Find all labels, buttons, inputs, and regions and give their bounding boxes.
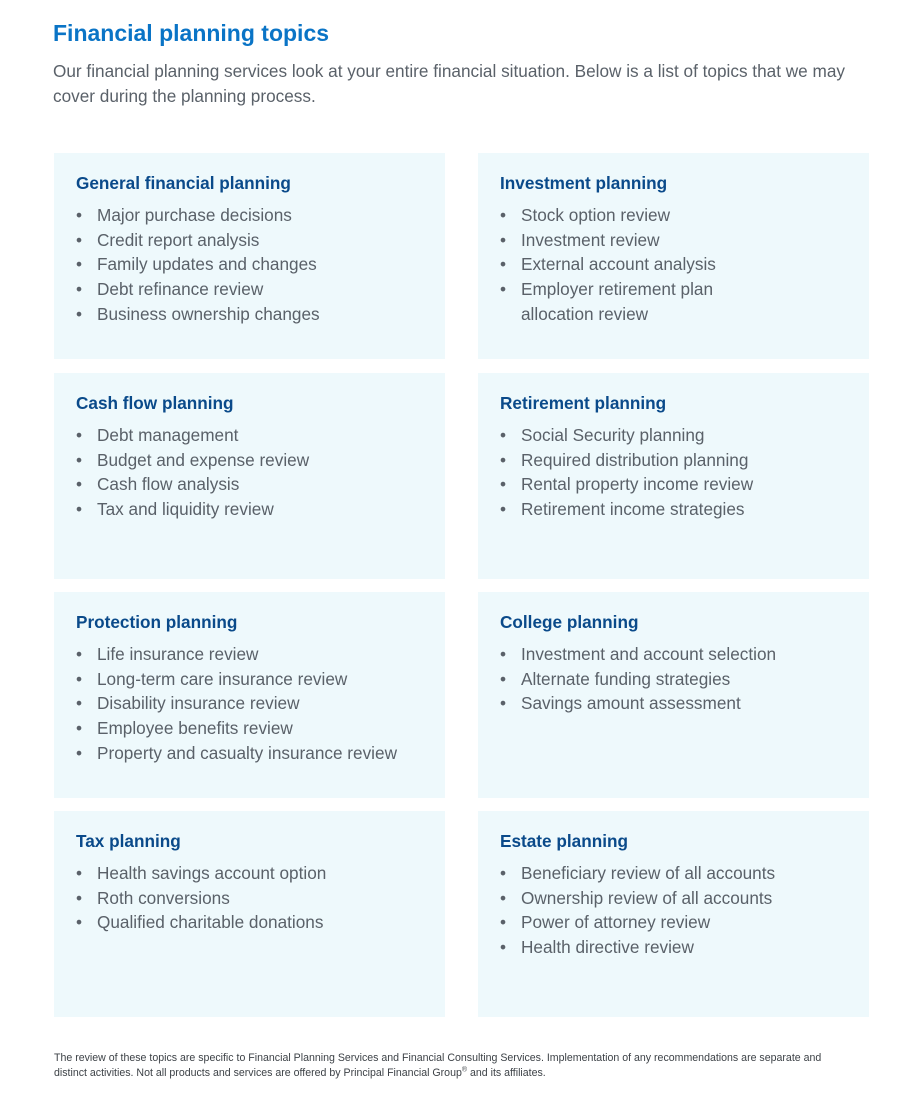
list-item-text: Tax and liquidity review	[97, 499, 274, 520]
list-item-text: Required distribution planning	[521, 449, 749, 470]
bullet-icon: •	[500, 499, 507, 520]
topic-list	[76, 423, 435, 522]
bullet-icon: •	[500, 937, 507, 958]
topic-card-college-planning	[478, 592, 869, 798]
list-item-text: Rental property income review	[521, 474, 754, 495]
bullet-icon: •	[76, 668, 83, 689]
list-item-text: Roth conversions	[97, 887, 230, 908]
list-item-text: Cash flow analysis	[97, 474, 240, 495]
topic-list	[76, 642, 435, 766]
list-item-text: Stock option review	[521, 205, 671, 225]
list-item	[76, 886, 435, 911]
page-title: Financial planning topics	[53, 20, 330, 46]
list-item-text: Business ownership changes	[97, 303, 320, 324]
bullet-icon: •	[76, 205, 83, 225]
bullet-icon: •	[76, 718, 83, 739]
list-item	[76, 302, 435, 327]
list-item-text: Qualified charitable donations	[97, 912, 324, 933]
list-item	[500, 642, 859, 667]
list-item-text: Debt refinance review	[97, 279, 264, 300]
bullet-icon: •	[76, 229, 83, 250]
list-item-text: Debt management	[97, 425, 239, 445]
list-item	[76, 497, 435, 522]
bullet-icon: •	[76, 887, 83, 908]
bullet-icon: •	[76, 474, 83, 495]
topic-card-title: Cash flow planning	[76, 393, 234, 413]
bullet-icon: •	[500, 644, 507, 664]
topic-card-title: Tax planning	[76, 831, 181, 851]
list-item	[76, 667, 435, 692]
list-item	[76, 716, 435, 741]
bullet-icon: •	[76, 279, 83, 300]
list-item-text: Major purchase decisions	[97, 205, 292, 225]
topic-card-title: Protection planning	[76, 612, 238, 632]
bullet-icon: •	[500, 229, 507, 250]
list-item	[500, 935, 859, 960]
footnote-text-end: and its affiliates.	[467, 1066, 546, 1079]
topic-card-title: Investment planning	[500, 173, 668, 193]
list-item	[500, 861, 859, 886]
list-item-text: Health directive review	[521, 937, 694, 958]
list-item	[76, 910, 435, 935]
list-item-text: Employer retirement plan allocation review	[521, 279, 714, 324]
list-item-text: Property and casualty insurance review	[97, 742, 397, 763]
bullet-icon: •	[500, 279, 507, 300]
list-item-text: Alternate funding strategies	[521, 668, 731, 689]
list-item-text: Ownership review of all accounts	[521, 887, 773, 908]
list-item	[76, 203, 435, 228]
bullet-icon: •	[76, 303, 83, 324]
list-item	[76, 228, 435, 253]
bullet-icon: •	[76, 912, 83, 933]
list-item-text: Retirement income strategies	[521, 499, 745, 520]
bullet-icon: •	[500, 693, 507, 714]
list-item-text: Budget and expense review	[97, 449, 310, 470]
bullet-icon: •	[76, 449, 83, 470]
list-item-text: Life insurance review	[97, 644, 259, 664]
list-item-text: Investment review	[521, 229, 660, 250]
list-item-text: Power of attorney review	[521, 912, 711, 933]
bullet-icon: •	[500, 449, 507, 470]
list-item-text: Employee benefits review	[97, 718, 293, 739]
list-item-text: Beneficiary review of all accounts	[521, 863, 776, 883]
list-item	[500, 886, 859, 911]
bullet-icon: •	[76, 254, 83, 275]
list-item	[76, 741, 435, 766]
list-item-text: Long-term care insurance review	[97, 668, 348, 689]
list-item	[500, 448, 859, 473]
list-item	[500, 497, 859, 522]
list-item	[500, 423, 859, 448]
list-item	[500, 252, 859, 277]
list-item-text: Credit report analysis	[97, 229, 260, 250]
bullet-icon: •	[500, 887, 507, 908]
list-item	[76, 472, 435, 497]
topic-card-general-financial-planning	[54, 153, 445, 359]
bullet-icon: •	[76, 644, 83, 664]
bullet-icon: •	[500, 668, 507, 689]
bullet-icon: •	[500, 254, 507, 275]
list-item-text: Social Security planning	[521, 425, 705, 445]
footnote-text: The review of these topics are specific to Financial Planning Services and Financial Consulting Services. Implementation of any recommendations are separate and distinct activities. Not all products and services are offered by Principal Financial Group	[54, 1052, 822, 1079]
bullet-icon: •	[500, 863, 507, 883]
topic-card-title: Estate planning	[500, 831, 628, 851]
list-item	[76, 277, 435, 302]
topic-list	[500, 861, 859, 960]
list-item	[500, 910, 859, 935]
list-item	[500, 691, 859, 716]
topic-card-investment-planning	[478, 153, 869, 359]
bullet-icon: •	[76, 425, 83, 445]
topic-card-estate-planning	[478, 811, 869, 1017]
topic-card-title: Retirement planning	[500, 393, 667, 413]
bullet-icon: •	[500, 474, 507, 495]
topic-card-tax-planning	[54, 811, 445, 1017]
topic-list	[500, 203, 859, 327]
list-item-text: Family updates and changes	[97, 254, 317, 275]
topic-list	[76, 203, 435, 327]
bullet-icon: •	[76, 499, 83, 520]
list-item-text: Disability insurance review	[97, 693, 300, 714]
list-item	[76, 691, 435, 716]
list-item	[500, 277, 736, 326]
topic-list	[500, 423, 859, 522]
bullet-icon: •	[500, 425, 507, 445]
list-item	[76, 423, 435, 448]
intro-paragraph: Our financial planning services look at your entire financial situation. Below is a list of topics that we may cover during the planning process.	[53, 61, 845, 106]
topic-card-protection-planning	[54, 592, 445, 798]
list-item-text: External account analysis	[521, 254, 716, 275]
list-item	[76, 448, 435, 473]
bullet-icon: •	[76, 693, 83, 714]
topic-card-cash-flow-planning	[54, 373, 445, 579]
footnote	[54, 1051, 854, 1080]
topic-card-retirement-planning	[478, 373, 869, 579]
list-item	[76, 861, 435, 886]
topic-card-title: General financial planning	[76, 173, 291, 193]
bullet-icon: •	[500, 205, 507, 225]
list-item-text: Health savings account option	[97, 863, 327, 883]
registered-trademark-icon: ®	[461, 1065, 468, 1073]
list-item	[500, 472, 859, 497]
list-item	[500, 203, 859, 228]
list-item	[500, 667, 859, 692]
topic-card-title: College planning	[500, 612, 639, 632]
list-item	[76, 252, 435, 277]
list-item-text: Savings amount assessment	[521, 693, 741, 714]
topic-list	[76, 861, 435, 935]
list-item-text: Investment and account selection	[521, 644, 777, 664]
bullet-icon: •	[76, 742, 83, 763]
topic-list	[500, 642, 859, 716]
list-item	[500, 228, 859, 253]
bullet-icon: •	[500, 912, 507, 933]
list-item	[76, 642, 435, 667]
bullet-icon: •	[76, 863, 83, 883]
